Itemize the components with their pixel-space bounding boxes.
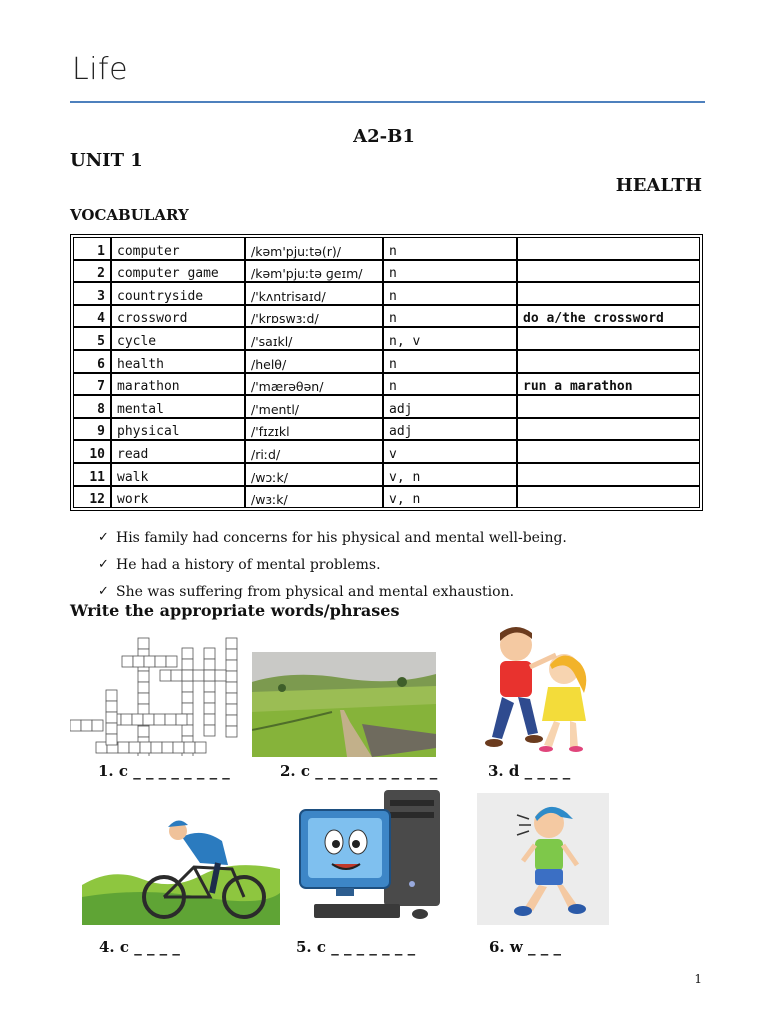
vocab-collocation <box>517 418 700 441</box>
vocab-part-of-speech: adj <box>383 395 517 418</box>
vocab-word: crossword <box>111 305 245 328</box>
example-text: He had a history of mental problems. <box>116 556 381 573</box>
item-3-label: 3. d _ _ _ _ <box>488 762 571 780</box>
vocab-pronunciation: /'mærəθən/ <box>245 373 383 396</box>
vocabulary-table <box>70 234 703 511</box>
vocab-pronunciation: /kəm'pjuːtə(r)/ <box>245 237 383 260</box>
vocab-word: computer game <box>111 260 245 283</box>
row-number: 4 <box>73 305 111 328</box>
checkmark-icon: ✓ <box>98 584 109 599</box>
unit-label: UNIT 1 <box>70 150 143 171</box>
vocab-part-of-speech: n <box>383 305 517 328</box>
table-row <box>73 327 700 350</box>
table-row <box>73 282 700 305</box>
table-row <box>73 350 700 373</box>
walking-boy-image <box>477 793 609 925</box>
vocab-word: countryside <box>111 282 245 305</box>
table-row <box>73 440 700 463</box>
cyclist-image <box>82 797 280 925</box>
vocab-collocation: do a/the crossword <box>517 305 700 328</box>
vocab-part-of-speech: n <box>383 350 517 373</box>
vocab-pronunciation: /wɜːk/ <box>245 486 383 509</box>
header-divider <box>70 101 705 103</box>
row-number: 5 <box>73 327 111 350</box>
example-item <box>98 551 567 578</box>
vocab-part-of-speech: n <box>383 260 517 283</box>
vocab-collocation <box>517 327 700 350</box>
vocab-word: computer <box>111 237 245 260</box>
table-row <box>73 260 700 283</box>
vocab-word: physical <box>111 418 245 441</box>
vocab-collocation <box>517 395 700 418</box>
vocab-collocation <box>517 463 700 486</box>
vocab-word: health <box>111 350 245 373</box>
page-header-title: Life <box>72 52 129 87</box>
vocab-part-of-speech: v, n <box>383 463 517 486</box>
vocab-collocation <box>517 486 700 509</box>
row-number: 9 <box>73 418 111 441</box>
example-text: His family had concerns for his physical and mental well-being. <box>116 529 567 546</box>
row-number: 7 <box>73 373 111 396</box>
vocab-collocation <box>517 440 700 463</box>
table-row <box>73 373 700 396</box>
item-4-label: 4. c _ _ _ _ <box>99 938 180 956</box>
row-number: 8 <box>73 395 111 418</box>
vocab-word: work <box>111 486 245 509</box>
vocab-part-of-speech: n <box>383 282 517 305</box>
row-number: 11 <box>73 463 111 486</box>
vocab-word: marathon <box>111 373 245 396</box>
vocab-part-of-speech: v <box>383 440 517 463</box>
item-2-label: 2. c _ _ _ _ _ _ _ _ _ _ <box>280 762 438 780</box>
row-number: 12 <box>73 486 111 509</box>
example-sentences <box>98 524 567 605</box>
vocab-word: read <box>111 440 245 463</box>
row-number: 3 <box>73 282 111 305</box>
table-row <box>73 486 700 509</box>
crossword-grid-image <box>70 628 250 756</box>
vocab-collocation <box>517 260 700 283</box>
item-6-label: 6. w _ _ _ <box>489 938 561 956</box>
vocab-pronunciation: /'saɪkl/ <box>245 327 383 350</box>
row-number: 1 <box>73 237 111 260</box>
vocab-part-of-speech: n, v <box>383 327 517 350</box>
page-number: 1 <box>694 972 702 986</box>
vocab-part-of-speech: v, n <box>383 486 517 509</box>
vocab-collocation <box>517 350 700 373</box>
vocab-word: cycle <box>111 327 245 350</box>
vocab-pronunciation: /'kʌntrisaɪd/ <box>245 282 383 305</box>
checkmark-icon: ✓ <box>98 557 109 572</box>
table-row <box>73 395 700 418</box>
item-5-label: 5. c _ _ _ _ _ _ _ <box>296 938 416 956</box>
vocab-pronunciation: /'fɪzɪkl <box>245 418 383 441</box>
checkmark-icon: ✓ <box>98 530 109 545</box>
item-1-label: 1. c _ _ _ _ _ _ _ _ <box>98 762 230 780</box>
level-label: A2-B1 <box>353 126 415 147</box>
vocab-collocation <box>517 282 700 305</box>
vocab-part-of-speech: n <box>383 373 517 396</box>
vocab-collocation <box>517 237 700 260</box>
task-heading: Write the appropriate words/phrases <box>70 601 400 620</box>
dancing-children-image <box>472 625 602 757</box>
example-text: She was suffering from physical and mental exhaustion. <box>116 583 515 600</box>
row-number: 6 <box>73 350 111 373</box>
vocab-pronunciation: /wɔːk/ <box>245 463 383 486</box>
vocab-pronunciation: /'krɒswɜːd/ <box>245 305 383 328</box>
example-item <box>98 524 567 551</box>
table-row <box>73 418 700 441</box>
vocab-part-of-speech: adj <box>383 418 517 441</box>
table-row <box>73 305 700 328</box>
table-row <box>73 237 700 260</box>
vocab-pronunciation: /helθ/ <box>245 350 383 373</box>
row-number: 2 <box>73 260 111 283</box>
row-number: 10 <box>73 440 111 463</box>
countryside-image <box>252 652 436 757</box>
computer-character-image <box>296 786 444 924</box>
table-row <box>73 463 700 486</box>
vocab-part-of-speech: n <box>383 237 517 260</box>
topic-label: HEALTH <box>615 175 702 196</box>
vocab-pronunciation: /riːd/ <box>245 440 383 463</box>
vocabulary-heading: VOCABULARY <box>70 206 189 224</box>
vocab-word: walk <box>111 463 245 486</box>
vocab-word: mental <box>111 395 245 418</box>
vocab-pronunciation: /'mentl/ <box>245 395 383 418</box>
vocab-collocation: run a marathon <box>517 373 700 396</box>
vocab-pronunciation: /kəm'pjuːtə ɡeɪm/ <box>245 260 383 283</box>
